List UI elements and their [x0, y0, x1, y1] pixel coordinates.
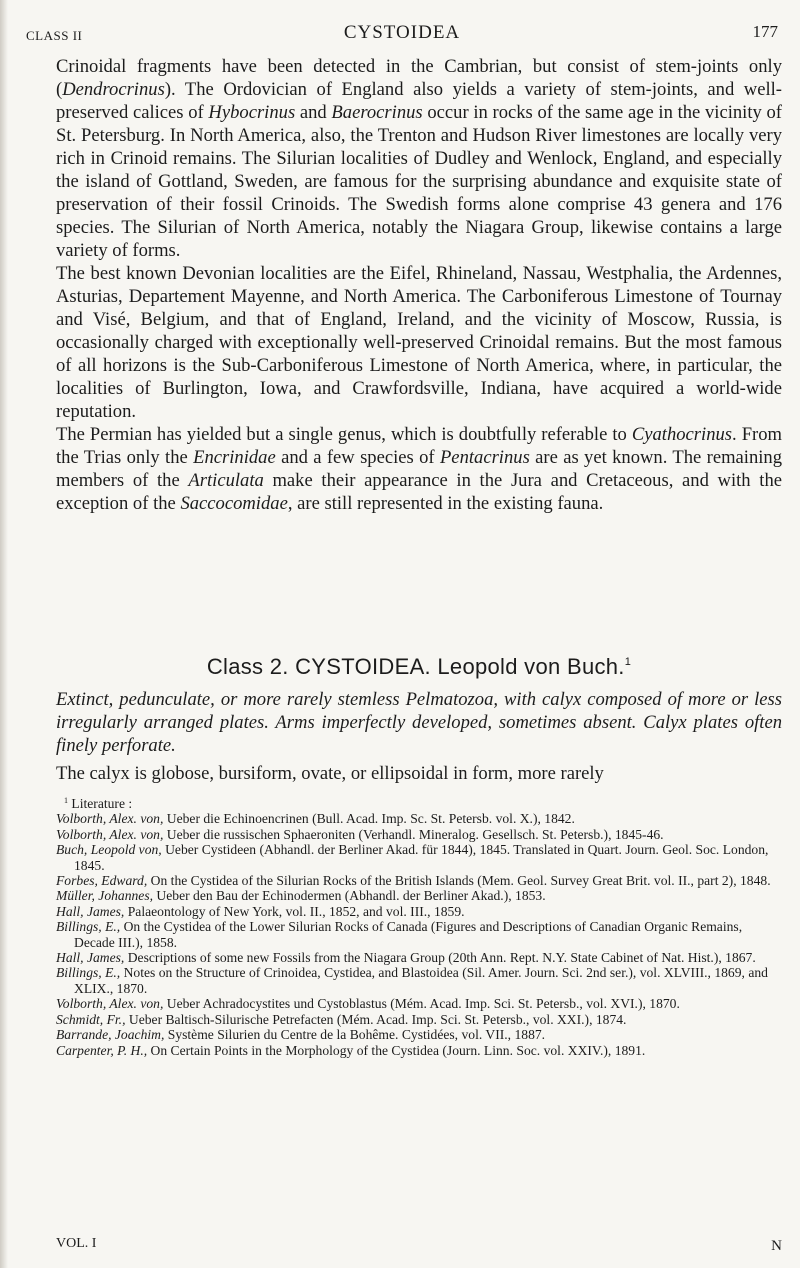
page-footer [56, 1236, 782, 1256]
reference-item [56, 919, 782, 950]
reference-author: Volborth, Alex. von, [56, 811, 164, 827]
reference-author: Schmidt, Fr., [56, 1011, 126, 1027]
volume-label: VOL. I [56, 1236, 97, 1251]
paragraph-devonian-carboniferous: The best known Devonian localities are the Eifel, Rhineland, Nassau, Westphalia, the Ardennes, Asturias, Departement Mayenne, and North America. The Carboniferous Limestone of Tournay and Visé, Belgium, and that of England, Ireland, and the vicinity of Moscow, Russia, is occasionally charged with exceptionally well-preserved Crinoidal remains. But the most famous of all horizons is the Sub-Carboniferous Limestone of North America, where, in particular, the localities of Burlington, Iowa, and Crawfordsville, Indiana, have acquired a world-wide reputation. [56, 263, 782, 422]
reference-text: Notes on the Structure of Crinoidea, Cystidea, and Blastoidea (Sil. Amer. Journ. Sci. 2nd ser.), vol. XLVIII., 1869, and XLIX., 1870. [74, 965, 768, 996]
signature-mark: N [771, 1238, 782, 1254]
reference-text: Ueber den Bau der Echinodermen (Abhandl. der Berliner Akad.), 1853. [153, 888, 546, 904]
group-name: Articulata [188, 470, 264, 491]
main-text [56, 55, 782, 515]
reference-author: Müller, Johannes, [56, 888, 154, 904]
page-gutter-shadow [0, 0, 8, 1268]
reference-item [56, 873, 782, 888]
reference-text: Ueber Cystideen (Abhandl. der Berliner Akad. für 1844), 1845. Translated in Quart. Journ. Geol. Soc. London, 1845. [74, 842, 769, 873]
reference-item [56, 888, 782, 903]
reference-author: Buch, Leopold von, [56, 842, 162, 858]
class-diagnosis: Extinct, pedunculate, or more rarely stemless Pelmatozoa, with calyx composed of more or less irregularly arranged plates. Arms imperfectly developed, sometimes absent. Calyx plates often finely perforate. [56, 689, 782, 756]
reference-author: Carpenter, P. H., [56, 1042, 148, 1058]
reference-item [56, 950, 782, 965]
class-heading: Class 2. CYSTOIDEA. Leopold von Buch.$^1$ [206, 654, 632, 679]
reference-author: Hall, James, [56, 903, 125, 919]
genus-name: Baerocrinus [331, 102, 423, 123]
calyx-description: The calyx is globose, bursiform, ovate, or ellipsoidal in form, more rarely [56, 763, 604, 784]
genus-name: Cyathocrinus [631, 424, 733, 445]
reference-text: Ueber die Echinoencrinen (Bull. Acad. Imp. Sc. St. Petersb. vol. X.), 1842. [163, 811, 575, 827]
reference-author: Volborth, Alex. von, [56, 996, 164, 1012]
reference-author: Billings, E., [56, 919, 121, 935]
reference-item [56, 1043, 782, 1058]
reference-text: On the Cystidea of the Silurian Rocks of the British Islands (Mem. Geol. Survey Great Brit. vol. II., part 2), 1848. [147, 873, 771, 889]
footnote-mark: 1 [624, 656, 632, 668]
footnote-literature [56, 793, 782, 1058]
page-number: 177 [752, 22, 778, 41]
reference-text: Ueber Achradocystites und Cystoblastus (Mém. Acad. Imp. Sci. St. Petersb., vol. XVI.), 1870. [163, 996, 680, 1012]
reference-author: Billings, E., [56, 965, 121, 981]
genus-name: Dendrocrinus [62, 79, 165, 100]
header-title: CYSTOIDEA [343, 22, 461, 43]
reference-list [56, 811, 782, 1058]
reference-text: Descriptions of some new Fossils from the Niagara Group (20th Ann. Rept. N.Y. State Cabinet of Nat. Hist.), 1867. [124, 950, 756, 966]
reference-item [56, 827, 782, 842]
reference-author: Forbes, Edward, [56, 873, 148, 889]
paragraph-permian-jura: The Permian has yielded but a single genus, which is doubtfully referable to Cyathocrinus. From the Trias only the Encrinidae and a few species of Pentacrinus are as yet known. The remaining members of the Articulata make their appearance in the Jura and Cretaceous, and with the exception of the Saccocomidae, are still represented in the existing fauna. [56, 424, 783, 514]
reference-text: On Certain Points in the Morphology of the Cystidea (Journ. Linn. Soc. vol. XXIV.), 1891. [147, 1042, 646, 1058]
reference-item [56, 1012, 782, 1027]
reference-text: Palaeontology of New York, vol. II., 1852, and vol. III., 1859. [124, 903, 465, 919]
reference-item [56, 996, 782, 1011]
reference-text: Ueber die russischen Sphaeroniten (Verhandl. Mineralog. Gesellsch. St. Petersb.), 1845-46. [163, 826, 664, 842]
footnote-label: $^1$ Literature : [64, 796, 133, 811]
reference-item [56, 1027, 782, 1042]
reference-author: Barrande, Joachim, [56, 1027, 165, 1043]
header-class-label: CLASS II [26, 28, 83, 43]
genus-name: Hybocrinus [208, 102, 296, 123]
genus-name: Pentacrinus [439, 447, 530, 468]
reference-text: Ueber Baltisch-Silurische Petrefacten (Mém. Acad. Imp. Sci. St. Petersb., vol. XXI.), 1874. [125, 1011, 627, 1027]
reference-item [56, 842, 782, 873]
running-header [26, 22, 778, 46]
reference-text: On the Cystidea of the Lower Silurian Rocks of Canada (Figures and Descriptions of Canadian Organic Remains, Decade III.), 1858. [74, 919, 743, 950]
reference-text: Système Silurien du Centre de la Bohême. Cystidées, vol. VII., 1887. [164, 1027, 546, 1043]
reference-item [56, 904, 782, 919]
family-name: Saccocomidae [180, 493, 288, 514]
paragraph-cambrian-silurian: Crinoidal fragments have been detected in the Cambrian, but consist of stem-joints only (Dendrocrinus). The Ordovician of England also yields a variety of stem-joints, and well-preserved calices of Hybocrinus and Baerocrinus occur in rocks of the same age in the vicinity of St. Petersburg. In North America, also, the Trenton and Hudson River limestones are locally very rich in Crinoid remains. The Silurian localities of Dudley and Wenlock, England, and especially the island of Gottland, Sweden, are famous for the surprising abundance and exquisite state of preservation of their fossil Crinoids. The Swedish forms alone comprise 43 genera and 176 species. The Silurian of North America, notably the Niagara Group, likewise contains a large variety of forms. [56, 56, 782, 261]
reference-author: Volborth, Alex. von, [56, 826, 164, 842]
family-name: Encrinidae [193, 447, 276, 468]
reference-item [56, 965, 782, 996]
reference-author: Hall, James, [56, 950, 125, 966]
reference-item [56, 811, 782, 826]
